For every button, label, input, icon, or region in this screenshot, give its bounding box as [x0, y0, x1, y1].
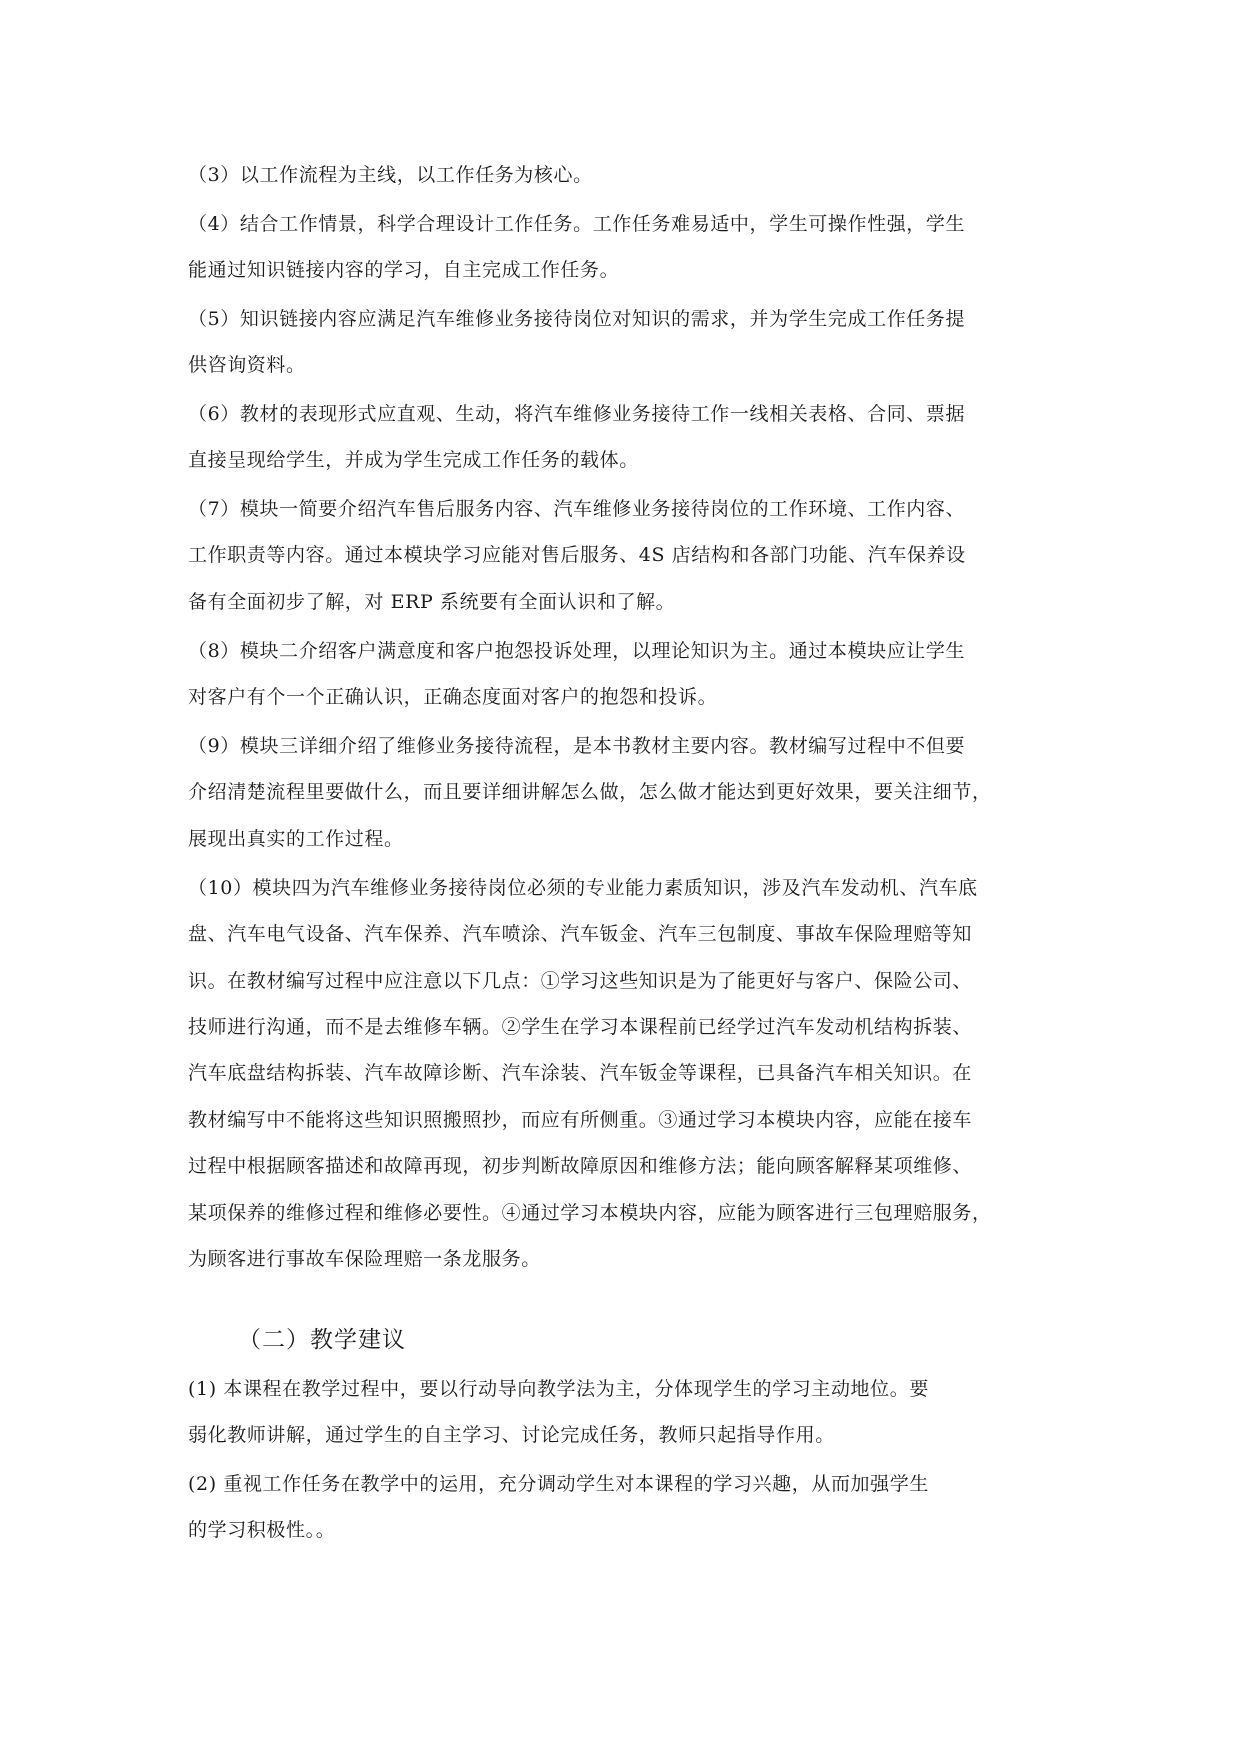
- section-heading: （二）教学建议: [238, 1327, 406, 1353]
- text-line: 对客户有个一个正确认识，正确态度面对客户的抱怨和投诉。: [188, 686, 718, 708]
- text-line: 弱化教师讲解，通过学生的自主学习、讨论完成任务，教师只起指导作用。: [188, 1424, 835, 1446]
- text-line: 展现出真实的工作过程。: [188, 828, 404, 850]
- text-line: 为顾客进行事故车保险理赔一条龙服务。: [188, 1248, 541, 1270]
- text-line: 能通过知识链接内容的学习，自主完成工作任务。: [188, 259, 620, 281]
- text-line: （4）结合工作情景，科学合理设计工作任务。工作任务难易适中，学生可操作性强，学生: [188, 213, 966, 235]
- text-line: 识。在教材编写过程中应注意以下几点：①学习这些知识是为了能更好与客户、保险公司、: [188, 970, 973, 992]
- text-line: 教材编写中不能将这些知识照搬照抄，而应有所侧重。③通过学习本模块内容，应能在接车: [188, 1109, 973, 1131]
- text-line: 的学习积极性。。: [188, 1519, 336, 1541]
- text-line: 工作职责等内容。通过本模块学习应能对售后服务、4S 店结构和各部门功能、汽车保养设: [188, 544, 966, 566]
- text-line: 汽车底盘结构拆装、汽车故障诊断、汽车涂装、汽车钣金等课程，已具备汽车相关知识。在: [188, 1062, 973, 1084]
- text-line: （6）教材的表现形式应直观、生动，将汽车维修业务接待工作一线相关表格、合同、票据: [188, 403, 966, 425]
- text-line: 供咨询资料。: [188, 354, 306, 376]
- text-line: 某项保养的维修过程和维修必要性。④通过学习本模块内容，应能为顾客进行三包理赔服务，: [188, 1202, 992, 1224]
- text-line: （7）模块一简要介绍汽车售后服务内容、汽车维修业务接待岗位的工作环境、工作内容、: [188, 498, 966, 520]
- text-line: (2) 重视工作任务在教学中的运用，充分调动学生对本课程的学习兴趣，从而加强学生: [188, 1473, 929, 1495]
- text-line: 直接呈现给学生，并成为学生完成工作任务的载体。: [188, 449, 639, 471]
- text-line: 技师进行沟通，而不是去维修车辆。②学生在学习本课程前已经学过汽车发动机结构拆装、: [188, 1016, 973, 1038]
- text-line: 备有全面初步了解，对 ERP 系统要有全面认识和了解。: [188, 591, 676, 613]
- text-line: 盘、汽车电气设备、汽车保养、汽车喷涂、汽车钣金、汽车三包制度、事故车保险理赔等知: [188, 923, 973, 945]
- text-line: （5）知识链接内容应满足汽车维修业务接待岗位对知识的需求，并为学生完成工作任务提: [188, 308, 966, 330]
- text-line: 过程中根据顾客描述和故障再现，初步判断故障原因和维修方法；能向顾客解释某项维修、: [188, 1155, 973, 1177]
- text-line: （9）模块三详细介绍了维修业务接待流程，是本书教材主要内容。教材编写过程中不但要: [188, 735, 966, 757]
- text-line: （3）以工作流程为主线，以工作任务为核心。: [188, 164, 593, 186]
- text-line: （10）模块四为汽车维修业务接待岗位必须的专业能力素质知识，涉及汽车发动机、汽车底: [188, 877, 978, 899]
- text-line: （8）模块二介绍客户满意度和客户抱怨投诉处理，以理论知识为主。通过本模块应让学生: [188, 640, 966, 662]
- text-line: (1) 本课程在教学过程中，要以行动导向教学法为主，分体现学生的学习主动地位。要: [188, 1378, 929, 1400]
- text-line: 介绍清楚流程里要做什么，而且要详细讲解怎么做，怎么做才能达到更好效果，要关注细节，: [188, 781, 992, 803]
